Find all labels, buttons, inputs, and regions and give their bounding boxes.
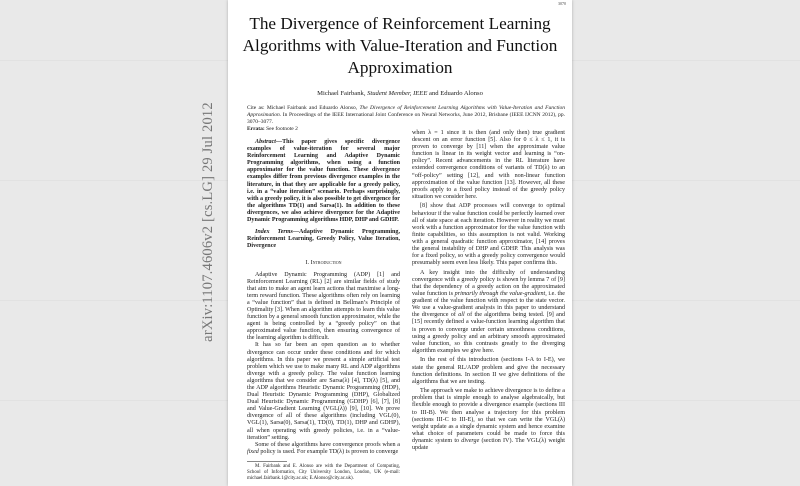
text-run: Student Member, IEEE [367, 90, 428, 97]
paragraph [412, 270, 565, 355]
text-run: The Divergence of Reinforcement Learning Algorithms with Value-Iteration and Function Approximation [247, 105, 565, 118]
text-run: In the rest of this introduction (sections I-A to I-E), we state the general RL/ADP problem and give the necessary function definitions. In section II we give definitions of the algorithms that we are testing. [412, 357, 565, 385]
paragraph [247, 442, 400, 456]
text-run: . In Proceedings of the IEEE International Joint Conference on Neural Networks, June 2012, Brisbane (IEEE IJCNN 2012), pp. 3070–3077. [247, 112, 565, 125]
text-run: A key insight into the difficulty of understanding convergence with a greedy policy is shown by lemma 7 of [9] that the dependency of a greedy action on the approximated value function is [412, 269, 565, 298]
text-run: Errata: [247, 126, 265, 132]
paragraph [247, 272, 400, 343]
section-heading: I. Introduction [305, 260, 342, 267]
text-run: primarily through the value-gradient [454, 291, 546, 298]
text-run: fixed [247, 448, 259, 455]
title-line: Approximation [347, 58, 453, 77]
text-run: all [458, 312, 465, 319]
text-run: policy is used. For example TD(λ) is proven to converge [258, 448, 399, 455]
text-run: , i.e. the gradient of the value function with respect to the state vector. We use a value-gradient analysis in this paper to understand the divergence of [412, 291, 565, 319]
text-run: of the algorithms being tested. [9] and [15] recently defined a value-function learning algorithm that is proven to converge under certain smoothness conditions, using a greedy policy and an arbitrary smooth approximated value function, so this contrasts greatly to the diverging algorithm examples we give here. [412, 312, 565, 354]
text-run: and Eduardo Alonso [427, 90, 483, 97]
paper-page [228, 0, 572, 486]
abstract [247, 139, 400, 224]
text-run: Some of these algorithms have convergence proofs when a [255, 441, 400, 448]
text-run: (section IV). The VGL(λ) weight update [412, 437, 565, 452]
title-line: The Divergence of Reinforcement Learning [249, 14, 551, 33]
text-run: M. Fairbank and E. Alonso are with the Department of Computing, School of Informatics, City University London, London, UK (e-mail: michael.fairbank.1@city.ac.uk; E.Alonso@city.ac.uk). [247, 463, 400, 481]
index-terms [247, 229, 400, 250]
arxiv-stamp: arXiv:1107.4606v2 [cs.LG] 29 Jul 2012 [200, 102, 216, 342]
paragraph [412, 357, 565, 385]
footnote-text [247, 464, 400, 482]
text-run: It has so far been an open question as to whether divergence can occur under these conditions and for which algorithms. In this paper we present a simple artificial test problem which we use to make many RL and ADP algorithms diverge with a greedy policy. The value function learning algorithms that we consider are Sarsa(λ) [4], TD(λ) [5], and the ADP algorithms Heuristic Dynamic Programming (HDP), Dual Heuristic Dynamic Programming (DHP), Globalized Dual Heuristic Dynamic Programming (GDHP) [6], [7], [8] and Value-Gradient Learning (VGL(λ)) [9], [10]. We prove divergence of all of these algorithms (including VGL(0), VGL(1), Sarsa(0), Sarsa(1), TD(0), TD(1), DHP and GDHP), all when operating with greedy policies, i.e. in a “value-iteration” setting. [247, 342, 400, 441]
left-column [247, 139, 400, 486]
text-run: The approach we make to achieve divergence is to define a problem that is simple enough to analyse algebraically, but flexible enough to provide a divergence example (sections III to III-B). We then analyse a trajectory for this problem (sections III-C to III-E), so that we can write the VGL(λ) weight update as a single dynamic system and hence examine what choice of parameters could be made to force this dynamic system to [412, 388, 565, 444]
paper-title [228, 13, 572, 79]
text-run: Cite as: Michael Fairbank and Eduardo Alonso, [247, 105, 360, 111]
left-column-body [247, 272, 400, 456]
paragraph [412, 130, 565, 201]
text-run: diverge [461, 437, 480, 444]
text-run: Abstract [255, 139, 276, 145]
authors [228, 90, 572, 98]
text-run: Adaptive Dynamic Programming (ADP) [1] and Reinforcement Learning (RL) [2] are similar fields of study that aim to make an agent learn actions that maximise a long-term reward function. These algorithms often rely on learning a “value function” that is defined in Bellman’s Principle of Optimality [3]. When an algorithm attempts to learn this value function by a general smooth function approximator, while the agent is being controlled by a “greedy policy” on that approximated value function, then ensuring convergence of the learning algorithm is difficult. [247, 271, 400, 342]
text-run: See footnote 2 [264, 126, 298, 132]
paragraph [412, 388, 565, 452]
page-number: 3070 [558, 1, 566, 6]
text-run: when λ = 1 since it is then (and only then) true gradient descent on an error function [5]. Also for 0 ≤ λ ≤ 1, it is proven to converge by [11] when the approximate value function is linear in its weight vector and learning is “on-policy”. Recent advancements in the RL literature have extended convergence conditions of variants of TD(λ) to an “off-policy” setting [12], and with non-linear function approximation of the value function [13]. However, all these proofs apply to a fixed policy instead of the greedy policy situation we consider here. [412, 130, 565, 200]
abstract-text [247, 139, 400, 224]
text-run: [8] show that ADP processes will converge to optimal behaviour if the value function could be perfectly learned over all of state space at each iteration. However in reality we must work with a function approximator for the value function with finite capabilities, so this assumption is not valid. Working with a general quadratic function approximator, [14] proves the general instability of DHP and GDHP. This analysis was for a fixed policy, so with a greedy policy convergence would presumably seem even less likely. This paper confirms this. [412, 203, 565, 267]
citation-block [247, 105, 565, 133]
paragraph [412, 203, 565, 267]
title-line: Algorithms with Value-Iteration and Function [242, 36, 558, 55]
paragraph [247, 342, 400, 441]
right-column-body [412, 130, 565, 456]
text-run: —Adaptive Dynamic Programming, Reinforcement Learning, Greedy Policy, Value Iteration, Divergence [247, 229, 400, 250]
text-run: Michael Fairbank, [317, 90, 368, 97]
footnote [247, 464, 400, 486]
index-terms-text [247, 229, 400, 250]
text-run: —This paper gives specific divergence examples of value-iteration for several major Reinforcement Learning and Adaptive Dynamic Programming algorithms, when using a function approximator for the value function. These divergence examples differ from previous divergence examples in the literature, in that they are applicable for a greedy policy, i.e. in a “value iteration” scenario. Perhaps surprisingly, with a greedy policy, it is also possible to get divergence for the algorithms TD(1) and Sarsa(1). In addition to these divergences, we also achieve divergence for the Adaptive Dynamic Programming algorithms HDP, DHP and GDHP. [247, 139, 400, 224]
footnote-rule [247, 461, 287, 462]
text-run: Index Terms [255, 229, 293, 236]
cite-as [247, 105, 565, 126]
